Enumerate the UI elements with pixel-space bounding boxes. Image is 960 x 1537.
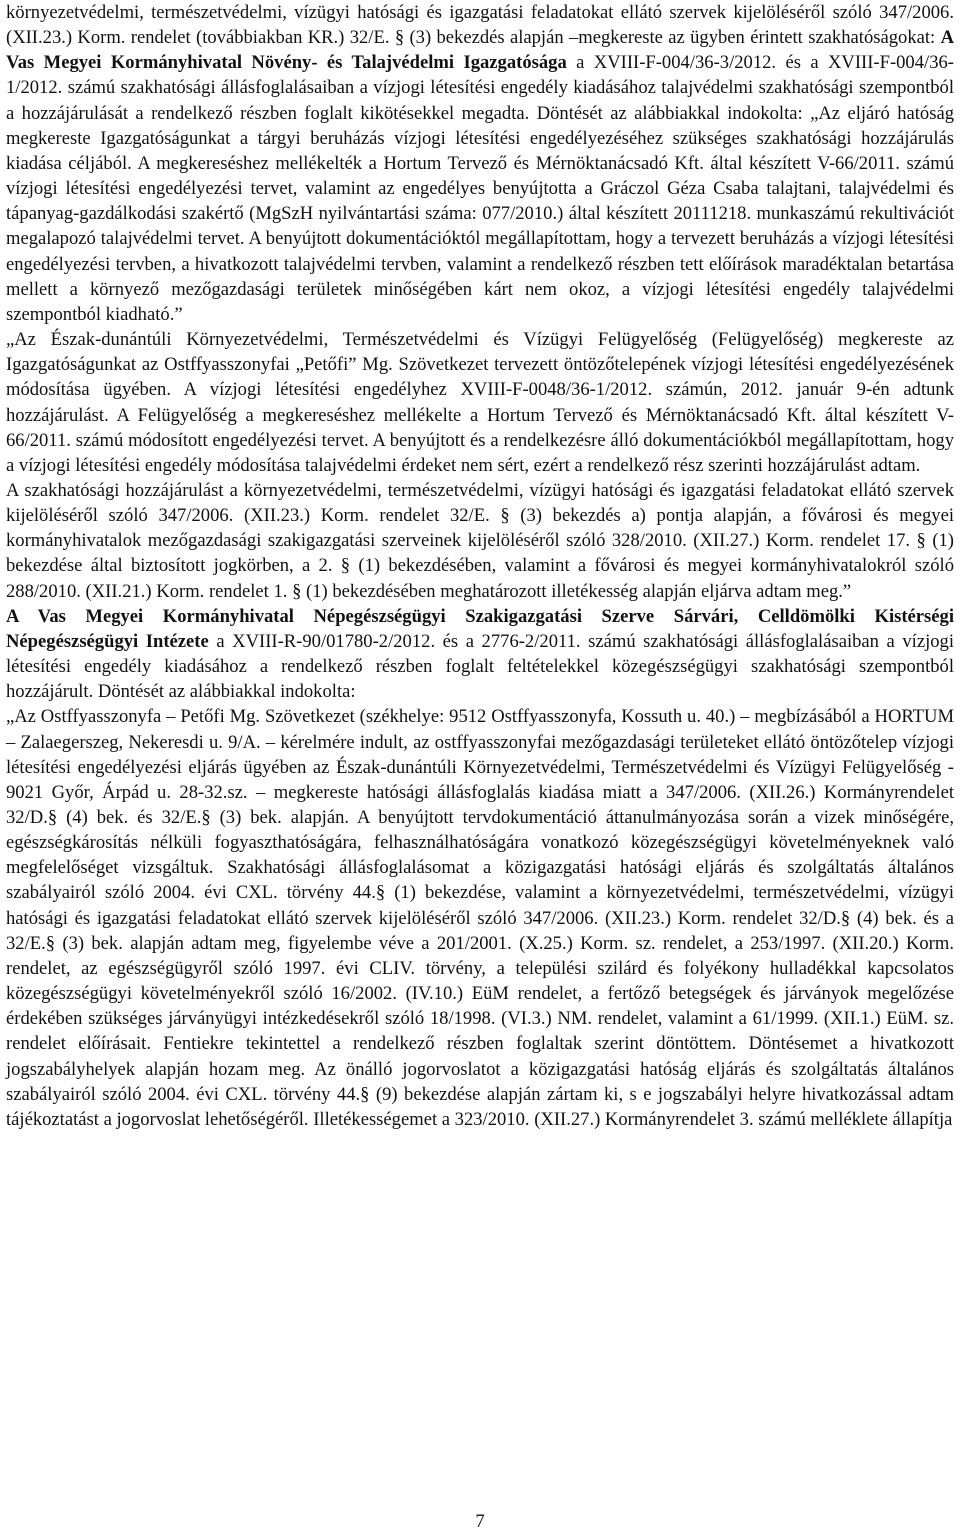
document-body (6, 0, 954, 1132)
paragraph-2: „Az Észak-dunántúli Környezetvédelmi, Természetvédelmi és Vízügyi Felügyelőség (Felügyelőség) megkereste az Igazgatóságunkat az Ostffyasszonyfai „Petőfi” Mg. Szövetkezet tervezett öntözőtelepének vízjogi létesítési engedélyezésének módosítása ügyében. A vízjogi létesítési engedélyhez XVIII-F-0048/36-1/2012. számún, 2012. január 9-én adtunk hozzájárulást. A Felügyelőség a megkereséshez mellékelte a Hortum Tervező és Mérnöktanácsadó Kft. által készített V-66/2011. számú módosított engedélyezési tervet. A benyújtott és a rendelkezésre álló dokumentációkból megállapítottam, hogy a vízjogi létesítési engedély módosítása talajvédelmi érdeket nem sért, ezért a rendelkező rész szerinti hozzájárulást adtam. (6, 329, 954, 476)
paragraph-1 (6, 0, 954, 327)
paragraph-4 (6, 604, 954, 705)
paragraph-1-refs: a XVIII-F-004/36-3/2012. és a XVIII-F-004/36-1/2012. (6, 52, 954, 99)
authority-public-health: A Vas Megyei Kormányhivatal Népegészségügyi Szakigazgatási Szerve Sárvári, Celldömölki Kistérségi Népegészségügyi Intézete (6, 605, 954, 652)
authority-plant-soil: A Vas Megyei Kormányhivatal Növény- és Talajvédelmi Igazgatósága (6, 27, 954, 74)
paragraph-1-intro: környezetvédelmi, természetvédelmi, vízügyi hatósági és igazgatási feladatokat ellátó szervek kijelöléséről szóló 347/2006. (XII.23.) Korm. rendelet (továbbiakban KR.) 32/E. § (3) bekezdés alapján –megkereste az ügyben érintett szakhatóságokat: (6, 2, 954, 49)
paragraph-3: A szakhatósági hozzájárulást a környezetvédelmi, természetvédelmi, vízügyi hatósági és igazgatási feladatokat ellátó szervek kijelöléséről szóló 347/2006. (XII.23.) Korm. rendelet 32/E. § (3) bekezdés a) pontja alapján, a fővárosi és megyei kormányhivatalok mezőgazdasági szakigazgatási szerveinek kijelöléséről szóló 328/2010. (XII.27.) Korm. rendelet 17. § (1) bekezdése által biztosított jogkörben, a 2. § (1) bekezdésében, valamint a fővárosi és megyei kormányhivatalokról szóló 288/2010. (XII.21.) Korm. rendelet 1. § (1) bekezdésében meghatározott illetékesség alapján eljárva adtam meg.” (6, 479, 954, 602)
paragraph-1-body: számú szakhatósági állásfoglalásaiban a vízjogi létesítési engedély kiadásához talajvédelmi szakhatósági szempontból a hozzájárulását a rendelkező részben foglalt kikötésekkel megadta. Döntését az alábbiakkal indokolta: „Az eljáró hatóság megkereste Igazgatóságunkat a tárgyi beruházás vízjogi létesítési engedélyezéséhez szükséges szakhatósági hozzájárulás kiadása céljából. A megkereséshez mellékelték a Hortum Tervező és Mérnöktanácsadó Kft. által készített V-66/2011. számú vízjogi létesítési engedélyezési tervet, valamint az engedélyes benyújtotta a Gráczol Géza Csaba talajtani, talajvédelmi és tápanyag-gazdálkodási szakértő (MgSzH nyilvántartási száma: 077/2010.) által készített 20111218. munkaszámú rekultivációt megalapozó talajvédelmi tervet. A benyújtott dokumentációktól megállapítottam, hogy a tervezett beruházás a vízjogi létesítési engedélyezési tervben, a hivatkozott talajvédelmi tervben, valamint a rendelkező részben tett előírások maradéktalan betartása mellett a környező mezőgazdasági területek minőségében kárt nem okoz, a vízjogi létesítési engedély talajvédelmi szempontból kiadható.” (6, 77, 954, 325)
page-number: 7 (475, 1511, 485, 1532)
paragraph-5: „Az Ostffyasszonyfa – Petőfi Mg. Szövetkezet (székhelye: 9512 Ostffyasszonyfa, Kossuth u. 40.) – megbízásából a HORTUM – Zalaegerszeg, Nekeresdi u. 9/A. – kérelmére indult, az ostffyasszonyfai mezőgazdasági területeket ellátó öntözőtelep vízjogi létesítési engedélyezési eljárás ügyében az Észak-dunántúli Környezetvédelmi, Természetvédelmi és Vízügyi Felügyelőség - 9021 Győr, Árpád u. 28-32.sz. – megkereste hatósági állásfoglalás kiadása miatt a 347/2006. (XII.26.) Kormányrendelet 32/D.§ (4) bek. és 32/E.§ (3) bek. alapján. A benyújtott tervdokumentáció áttanulmányozása során a vizek minőségére, egészségkárosítás nélküli fogyaszthatóságára, felhasználhatóságára vonatkozó közegészségügyi követelményeknek való megfelelőséget vizsgáltuk. Szakhatósági állásfoglalásomat a közigazgatási hatósági eljárás és szolgáltatás általános szabályairól szóló 2004. évi CXL. törvény 44.§ (1) bekezdése, valamint a környezetvédelmi, természetvédelmi, vízügyi hatósági és igazgatási feladatokat ellátó szervek kijelöléséről szóló 347/2006. (XII.23.) Korm. rendelet 32/D.§ (4) bek. és a 32/E.§ (3) bek. alapján adtam meg, figyelembe véve a 201/2001. (X.25.) Korm. sz. rendelet, a 253/1997. (XII.20.) Korm. rendelet, az egészségügyről szóló 1997. évi CLIV. törvény, a települési szilárd és folyékony hulladékkal kapcsolatos közegészségügyi követelményekről szóló 16/2002. (IV.10.) EüM rendelet, a fertőző betegségek és járványok megelőzése érdekében szükséges járványügyi intézkedésekről szóló 18/1998. (VI.3.) NM. rendelet, valamint a 61/1999. (XII.1.) EüM. sz. rendelet előírásait. Fentiekre tekintettel a rendelkező részben foglaltak szerint döntöttem. Döntésemet a hivatkozott jogszabályhelyek alapján hozam meg. Az önálló jogorvoslatot a közigazgatási hatóság eljárás és szolgáltatás általános szabályairól szóló 2004. évi CXL. törvény 44.§ (9) bekezdése alapján zártam ki, s e jogszabályi helyre hivatkozással adtam tájékoztatást a jogorvoslat lehetőségéről. Illetékességemet a 323/2010. (XII.27.) Kormányrendelet 3. számú melléklete állapítja (6, 706, 954, 1130)
paragraph-4-body: a XVIII-R-90/01780-2/2012. és a 2776-2/2011. számú szakhatósági állásfoglalásaiban a vízjogi létesítési engedély kiadásához a rendelkező részben foglalt feltételekkel közegészségügyi szakhatósági szempontból hozzájárult. Döntését az alábbiakkal indokolta: (6, 630, 954, 703)
